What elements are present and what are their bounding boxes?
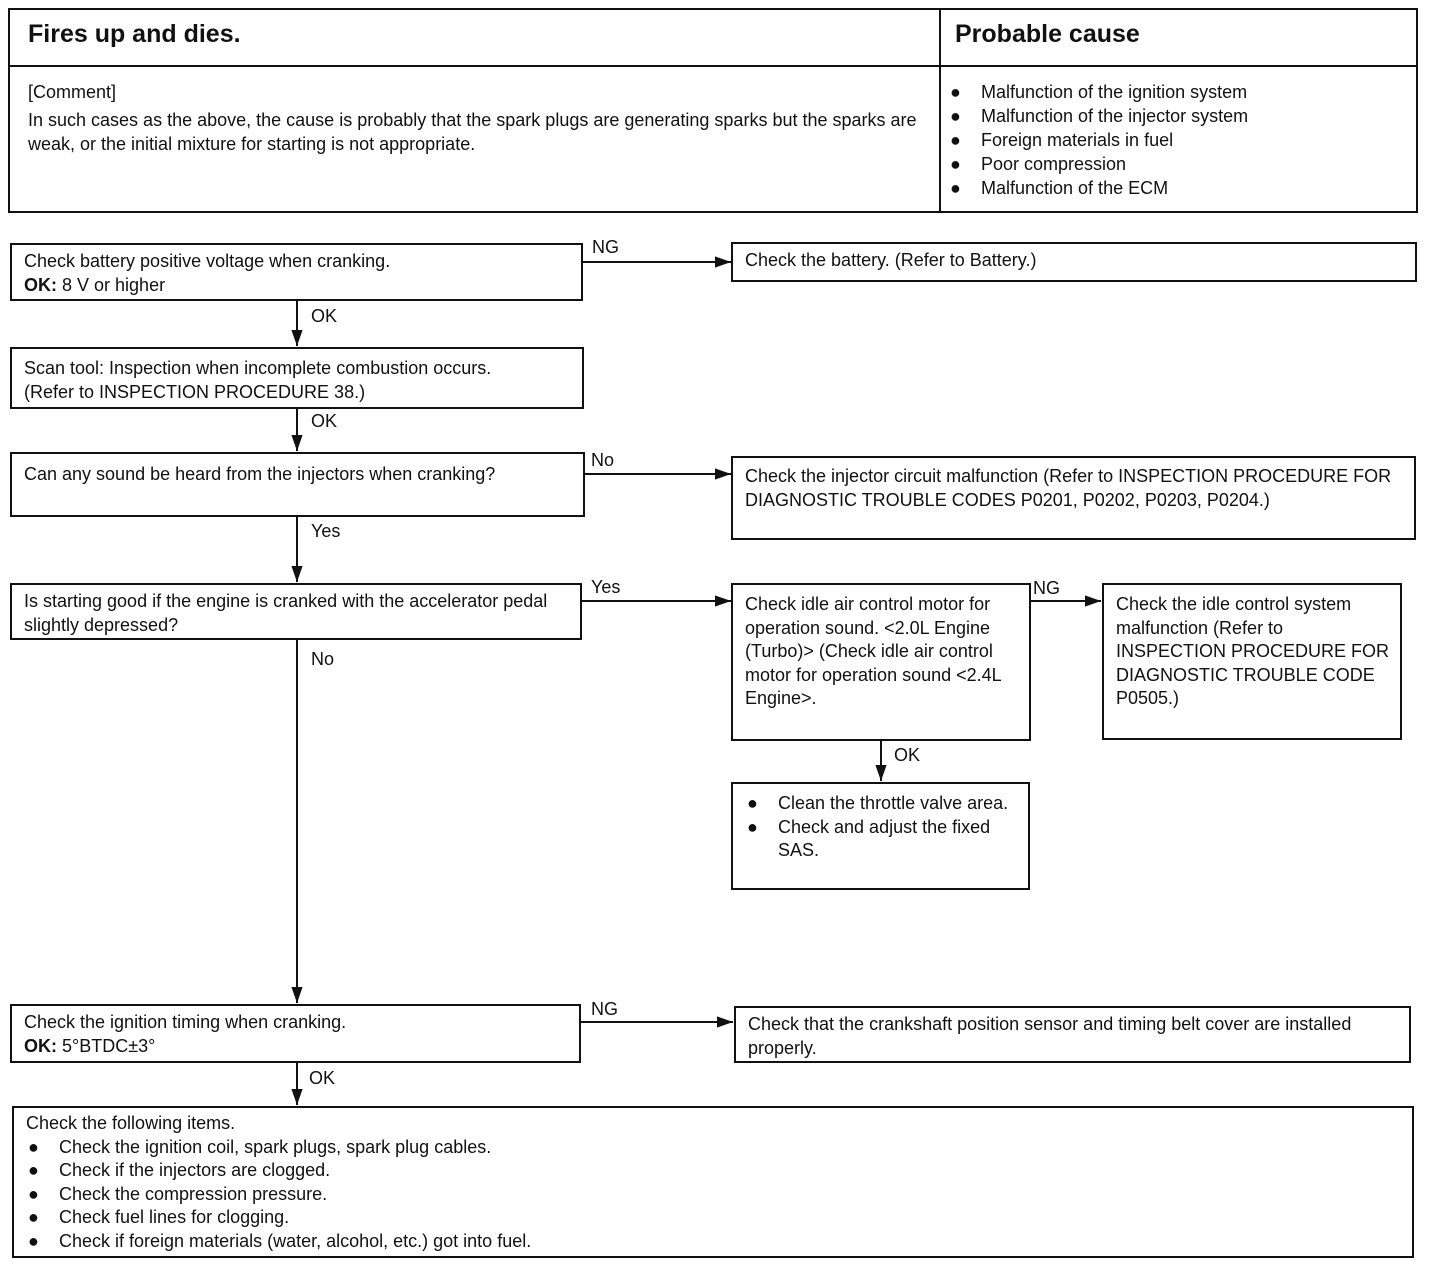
timing-ng-box	[734, 1006, 1411, 1063]
bullet-icon: ●	[28, 1230, 39, 1251]
cause-item: ● Poor compression	[950, 154, 1127, 174]
accelerator-question-box	[10, 583, 582, 640]
label-accel-no: No	[311, 649, 335, 669]
cause-item: ● Malfunction of the ignition system	[950, 82, 1248, 102]
label-idle-ok: OK	[894, 745, 921, 765]
bullet-icon: ●	[28, 1160, 39, 1180]
idle-motor-text: Check idle air control motor for operation sound. <2.0L Engine (Turbo)> (Check idle air control motor for operation sound <2.4L Engine>.	[745, 594, 1001, 708]
scan-tool-line1: Scan tool: Inspection when incomplete combustion occurs.	[24, 358, 492, 378]
comment-label: [Comment]	[28, 82, 117, 102]
ignition-timing-text: Check the ignition timing when cranking.	[24, 1012, 347, 1032]
battery-ok-line	[24, 274, 571, 298]
bullet-icon: ●	[747, 816, 758, 837]
bullet-icon: ●	[950, 154, 961, 174]
battery-check-box	[10, 243, 583, 301]
probable-cause-title: Probable cause	[955, 20, 1140, 48]
comment-text: In such cases as the above, the cause is probably that the spark plugs are generating sparks but the sparks are weak, or the initial mixture for starting is not appropriate.	[28, 110, 917, 154]
list-item: ● Clean the throttle valve area.	[745, 792, 1018, 816]
injector-question-box	[10, 452, 585, 517]
ok-label: OK:	[24, 1035, 57, 1056]
idle-ng-box	[1102, 583, 1402, 740]
ok-label: OK:	[24, 274, 57, 295]
label-accel-yes: Yes	[591, 577, 621, 597]
final-checks-box	[12, 1106, 1414, 1258]
label-injector-no: No	[591, 450, 615, 470]
injector-no-text: Check the injector circuit malfunction (Refer to INSPECTION PROCEDURE FOR DIAGNOSTIC TROUBLE CODES P0201, P0202, P0203, P0204.)	[745, 466, 1392, 510]
label-scan-ok: OK	[311, 411, 338, 431]
label-battery-ng: NG	[592, 237, 619, 257]
scan-tool-line2: (Refer to INSPECTION PROCEDURE 38.)	[24, 381, 366, 402]
list-item: ● Check the ignition coil, spark plugs, spark plug cables.	[26, 1136, 1402, 1160]
bullet-icon: ●	[747, 793, 758, 813]
final-checks-heading: Check the following items.	[26, 1113, 236, 1133]
battery-ng-text: Check the battery. (Refer to Battery.)	[745, 250, 1037, 270]
label-injector-yes: Yes	[311, 521, 341, 541]
clean-throttle-list	[745, 792, 1018, 863]
clean-throttle-box	[731, 782, 1030, 890]
ok-value: 8 V or higher	[62, 274, 166, 295]
idle-motor-box	[731, 583, 1031, 741]
injector-no-box	[731, 456, 1416, 540]
label-idle-ng: NG	[1033, 578, 1060, 598]
list-item: ● Check if the injectors are clogged.	[26, 1159, 1402, 1183]
scan-tool-box	[10, 347, 584, 409]
bullet-icon: ●	[950, 178, 961, 198]
cause-item: ● Malfunction of the injector system	[950, 106, 1249, 126]
battery-ng-box	[731, 242, 1417, 282]
battery-check-text: Check battery positive voltage when cranking.	[24, 251, 391, 271]
list-item: ● Check and adjust the fixed SAS.	[747, 816, 991, 860]
bullet-icon: ●	[950, 106, 961, 126]
timing-ng-text: Check that the crankshaft position sensor and timing belt cover are installed properly.	[748, 1014, 1352, 1058]
idle-ng-text: Check the idle control system malfunction (Refer to INSPECTION PROCEDURE FOR DIAGNOSTIC TROUBLE CODE P0505.)	[1116, 594, 1390, 708]
list-item: ● Check fuel lines for clogging.	[26, 1206, 1402, 1230]
accelerator-question-text: Is starting good if the engine is cranked with the accelerator pedal slightly depressed?	[24, 591, 548, 635]
label-timing-ok: OK	[309, 1068, 336, 1088]
bullet-icon: ●	[950, 82, 961, 102]
bullet-icon: ●	[28, 1136, 39, 1157]
timing-ok-line	[24, 1035, 569, 1059]
ok-value: 5°BTDC±3°	[62, 1035, 156, 1056]
label-timing-ng: NG	[591, 999, 618, 1019]
cause-item: ● Malfunction of the ECM	[950, 178, 1169, 198]
list-item: ● Check the compression pressure.	[26, 1183, 1402, 1207]
bullet-icon: ●	[950, 130, 961, 150]
list-item: ● Check if foreign materials (water, alcohol, etc.) got into fuel.	[26, 1230, 1402, 1254]
cause-item: ● Foreign materials in fuel	[950, 130, 1174, 150]
injector-question-text: Can any sound be heard from the injectors when cranking?	[24, 464, 496, 484]
header-title: Fires up and dies.	[28, 20, 241, 48]
final-checks-list	[26, 1136, 1402, 1254]
label-battery-ok: OK	[311, 306, 338, 326]
bullet-icon: ●	[28, 1207, 39, 1227]
ignition-timing-box	[10, 1004, 581, 1063]
bullet-icon: ●	[28, 1183, 39, 1204]
